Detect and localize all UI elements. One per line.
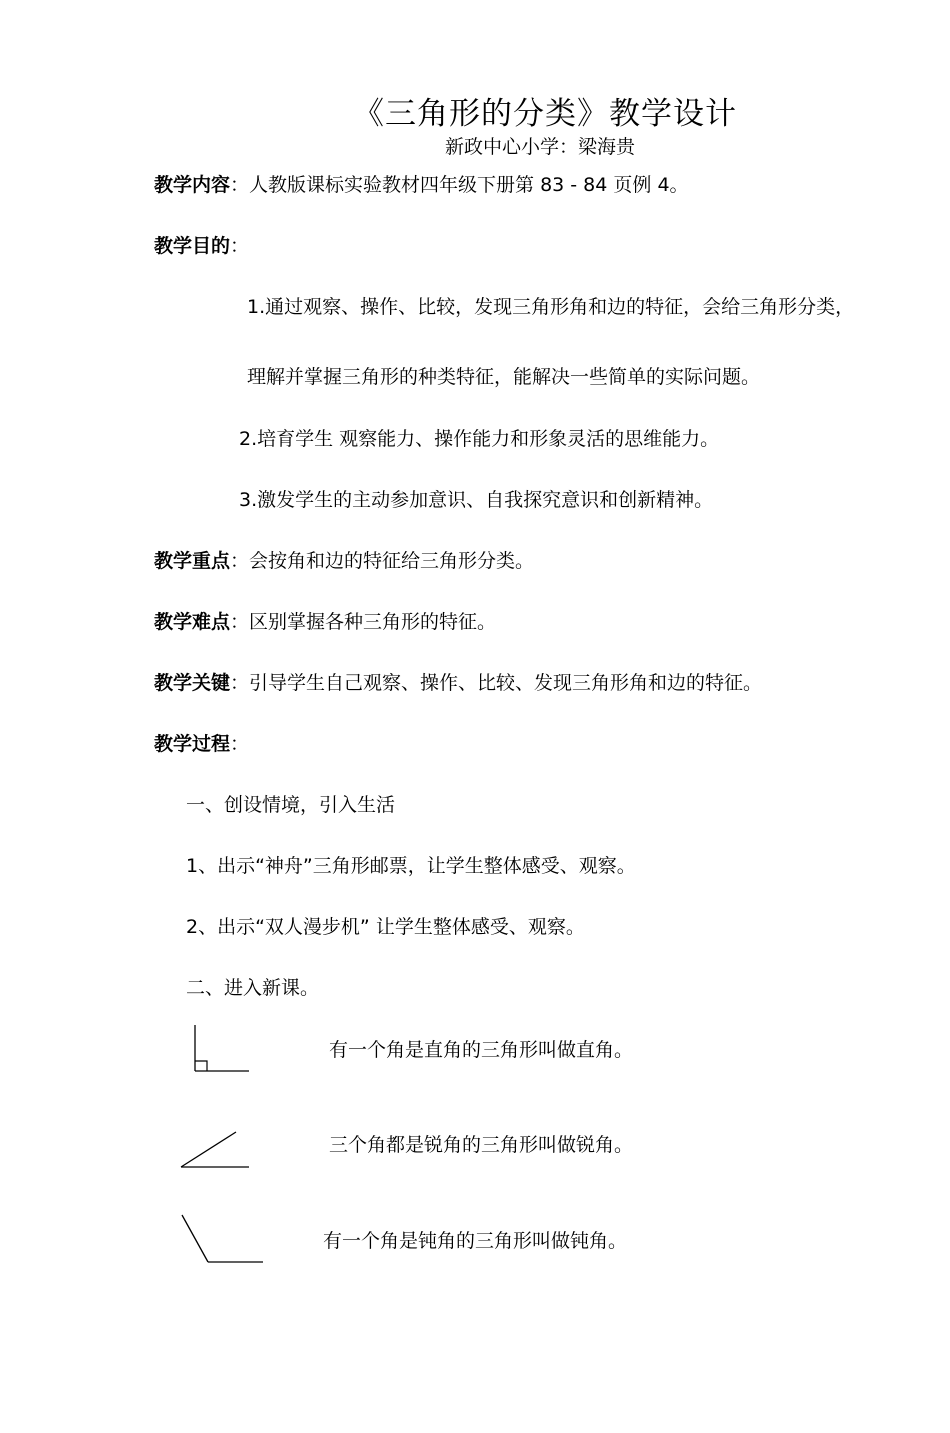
key-point-sep: ： [230, 550, 250, 572]
obtuse-angle-icon [176, 1210, 268, 1268]
teaching-goals-sep: ： [230, 235, 250, 257]
teaching-content-sep: ： [230, 174, 250, 196]
teaching-goals-heading [154, 233, 249, 259]
difficulty-text: 区别掌握各种三角形的特征。 [249, 611, 497, 633]
document-author: 新政中心小学：梁海贵 [444, 136, 635, 158]
teaching-goals-label: 教学目的 [154, 235, 231, 257]
process-step-1: 1、出示“神舟”三角形邮票，让学生整体感受、观察。 [186, 855, 636, 877]
difficulty [154, 609, 496, 635]
acute-triangle-definition: 三个角都是锐角的三角形叫做锐角。 [329, 1134, 634, 1156]
difficulty-label: 教学难点 [154, 611, 231, 633]
process-section-1: 一、创设情境，引入生活 [186, 794, 396, 816]
teaching-content [154, 172, 689, 198]
right-angle-icon [188, 1020, 258, 1080]
teaching-key-sep: ： [230, 672, 250, 694]
teaching-key [154, 670, 762, 696]
teaching-process-sep: ： [230, 733, 250, 755]
process-section-2: 二、进入新课。 [186, 977, 320, 999]
teaching-process-heading [154, 731, 249, 757]
right-triangle-definition: 有一个角是直角的三角形叫做直角。 [329, 1039, 634, 1061]
document-title: 《三角形的分类》教学设计 [353, 96, 737, 132]
teaching-content-label: 教学内容 [154, 174, 231, 196]
teaching-key-label: 教学关键 [154, 672, 231, 694]
goal-item-3: 3.激发学生的主动参加意识、自我探究意识和创新精神。 [239, 489, 714, 511]
process-step-2: 2、出示“双人漫步机” 让学生整体感受、观察。 [186, 916, 585, 938]
difficulty-sep: ： [230, 611, 250, 633]
goal-item-2: 2.培育学生 观察能力、操作能力和形象灵活的思维能力。 [239, 428, 720, 450]
key-point [154, 548, 534, 574]
goal-item-1-line-1: 1.通过观察、操作、比较，发现三角形角和边的特征，会给三角形分类， [247, 296, 855, 318]
acute-angle-icon [176, 1126, 256, 1174]
key-point-text: 会按角和边的特征给三角形分类。 [249, 550, 535, 572]
teaching-content-text: 人教版课标实验教材四年级下册第 83 - 84 页例 4。 [249, 174, 689, 196]
key-point-label: 教学重点 [154, 550, 231, 572]
teaching-key-text: 引导学生自己观察、操作、比较、发现三角形角和边的特征。 [249, 672, 763, 694]
teaching-process-label: 教学过程 [154, 733, 231, 755]
obtuse-triangle-definition: 有一个角是钝角的三角形叫做钝角。 [323, 1230, 628, 1252]
goal-item-1-line-2: 理解并掌握三角形的种类特征，能解决一些简单的实际问题。 [247, 366, 761, 388]
